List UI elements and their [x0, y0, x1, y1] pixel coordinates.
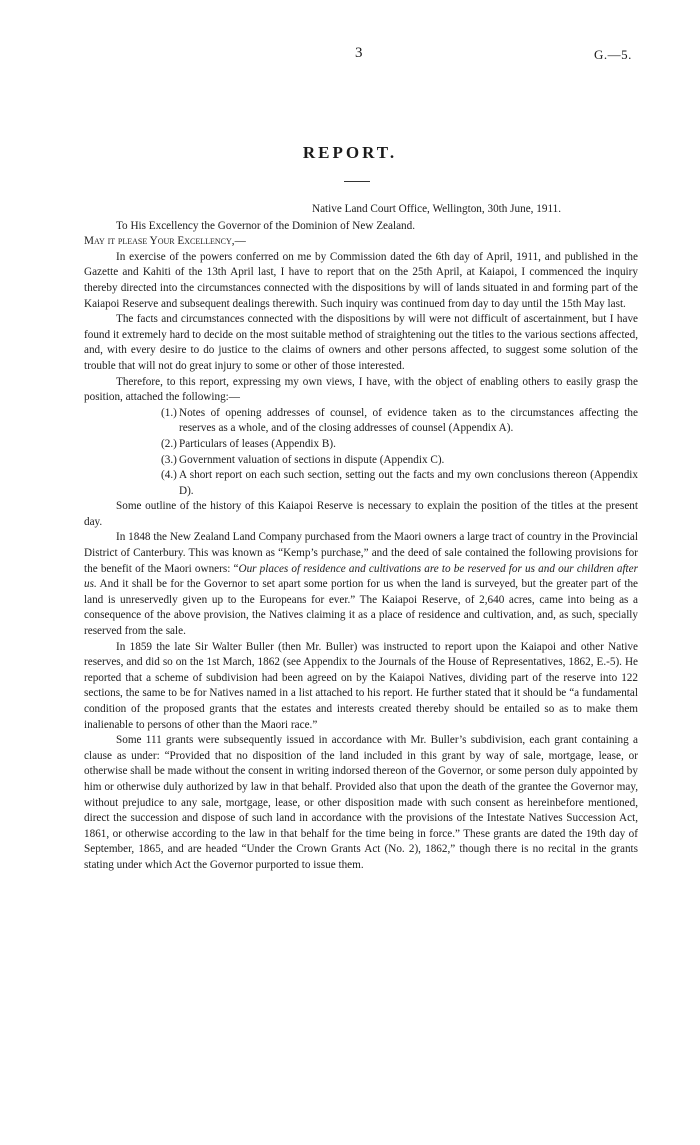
page-number: 3 [355, 45, 363, 61]
paragraph-1848-part-a: In 1848 the New Zealand Land Company purchased from the Maori owners a large tract of country in the Provincial District of Canterbury. This was known as “Kemp’s purchase,” and the deed of sale contained the following provisions for the benefit of the Maori owners: “ [84, 531, 638, 575]
list-item [161, 406, 638, 437]
report-title: REPORT. [302, 143, 398, 162]
list-item-number: (4.) [161, 469, 177, 482]
document-reference: G.—5. [594, 47, 632, 62]
dateline: Native Land Court Office, Wellington, 30th June, 1911. [312, 203, 562, 215]
paragraph-commission: In exercise of the powers conferred on me by Commission dated the 6th day of April, 1911, and published in the Gazette and Kahiti of the 13th April last, I have to report that on the 25th April, at Kaiapoi, I commenced the inquiry thereby directed into the circumstances connected with the dispositions by will of lands situated in and forming part of the Kaiapoi Reserve and subsequent dealings therewith. Such inquiry was continued from day to day until the 15th May last. [84, 250, 638, 310]
list-item-number: (1.) [161, 406, 177, 419]
list-item [161, 468, 638, 499]
list-item [161, 437, 638, 453]
paragraph-1848-part-b: And it shall be for the Governor to set apart some portion for us when the land is surveyed, but the greater part of the land is unreservedly given up to the Europeans for ever.” The Kaiapoi Reserve, of 2,640 acres, came into being as a consequence of the above provision, the Natives claiming it as a place of residence and cultivation, and, as such, specially reserved from the sale. [84, 578, 638, 638]
paragraph-history: Some outline of the history of this Kaiapoi Reserve is necessary to explain the position of the titles at the present day. [84, 500, 638, 528]
list-item-text: Government valuation of sections in dispute (Appendix C). [179, 453, 445, 466]
list-item [161, 453, 638, 469]
paragraph-1848-purchase [84, 530, 638, 639]
report-body [84, 202, 638, 874]
address: May it please Your Excellency,— [84, 235, 246, 248]
paragraph-facts: The facts and circumstances connected with the dispositions by will were not difficult of ascertainment, but I have found it extremely hard to decide on the most suitable method of straightening out the titles to the various sections affected, and, with every desire to do justice to the claims of owners and other persons affected, to suggest some solution of the trouble that will not do great injury to some or other of those interested. [84, 313, 638, 372]
list-item-text: A short report on each such section, setting out the facts and my own conclusions thereon (Appendix D). [179, 469, 638, 497]
list-item-number: (3.) [161, 453, 177, 466]
appendix-list [84, 406, 638, 500]
list-item-number: (2.) [161, 437, 177, 450]
paragraph-grants: Some 111 grants were subsequently issued in accordance with Mr. Buller’s subdivision, each grant containing a clause as under: “Provided that no disposition of the land included in this grant by way of sale, mortgage, lease, or otherwise shall be made without the consent in writing indorsed thereon of the Governor, or some person duly appointed by him or otherwise duly authorized by law in that behalf. Provided also that upon the death of the grantee the Governor may, without prejudice to any sale, mortgage, lease, or other disposition made with such consent as hereinbefore mentioned, direct the succession and dispose of such land in accordance with the provisions of the Intestate Natives Succession Act, 1861, or otherwise according to the law in that behalf for the time being in force.” These grants are dated the 19th day of September, 1865, and are headed “Under the Crown Grants Act (No. 2), 1862,” though there is no recital in the grants stating under which Act the Governor purported to issue them. [84, 734, 638, 871]
paragraph-therefore: Therefore, to this report, expressing my own views, I have, with the object of enabling others to easily grasp the position, attached the following:— [84, 375, 638, 404]
list-item-text: Particulars of leases (Appendix B). [179, 437, 336, 450]
deed-quote: Our places of residence and cultivations are to be reserved for us and our children after us. [84, 562, 638, 591]
list-item-text: Notes of opening addresses of counsel, of evidence taken as to the circumstances affecting the reserves as a whole, and of the closing addresses of counsel (Appendix A). [179, 406, 638, 435]
title-rule [344, 181, 370, 182]
salutation: To His Excellency the Governor of the Dominion of New Zealand. [116, 219, 416, 232]
paragraph-1859-buller: In 1859 the late Sir Walter Buller (then Mr. Buller) was instructed to report upon the Kaiapoi and other Native reserves, and did so on the 1st March, 1862 (see Appendix to the Journals of the House of Representatives, 1862, E.-5). He reported that a scheme of subdivision had been agreed on by the Kaiapoi Natives, dividing part of the reserve into 122 sections, the same to be for Natives named in a list attached to his report. He further stated that it should be “a fundamental condition of the proposed grants that the estates and interests created thereby should be entailed so as to make them inalienable to persons of other than the Maori race.” [84, 640, 638, 731]
